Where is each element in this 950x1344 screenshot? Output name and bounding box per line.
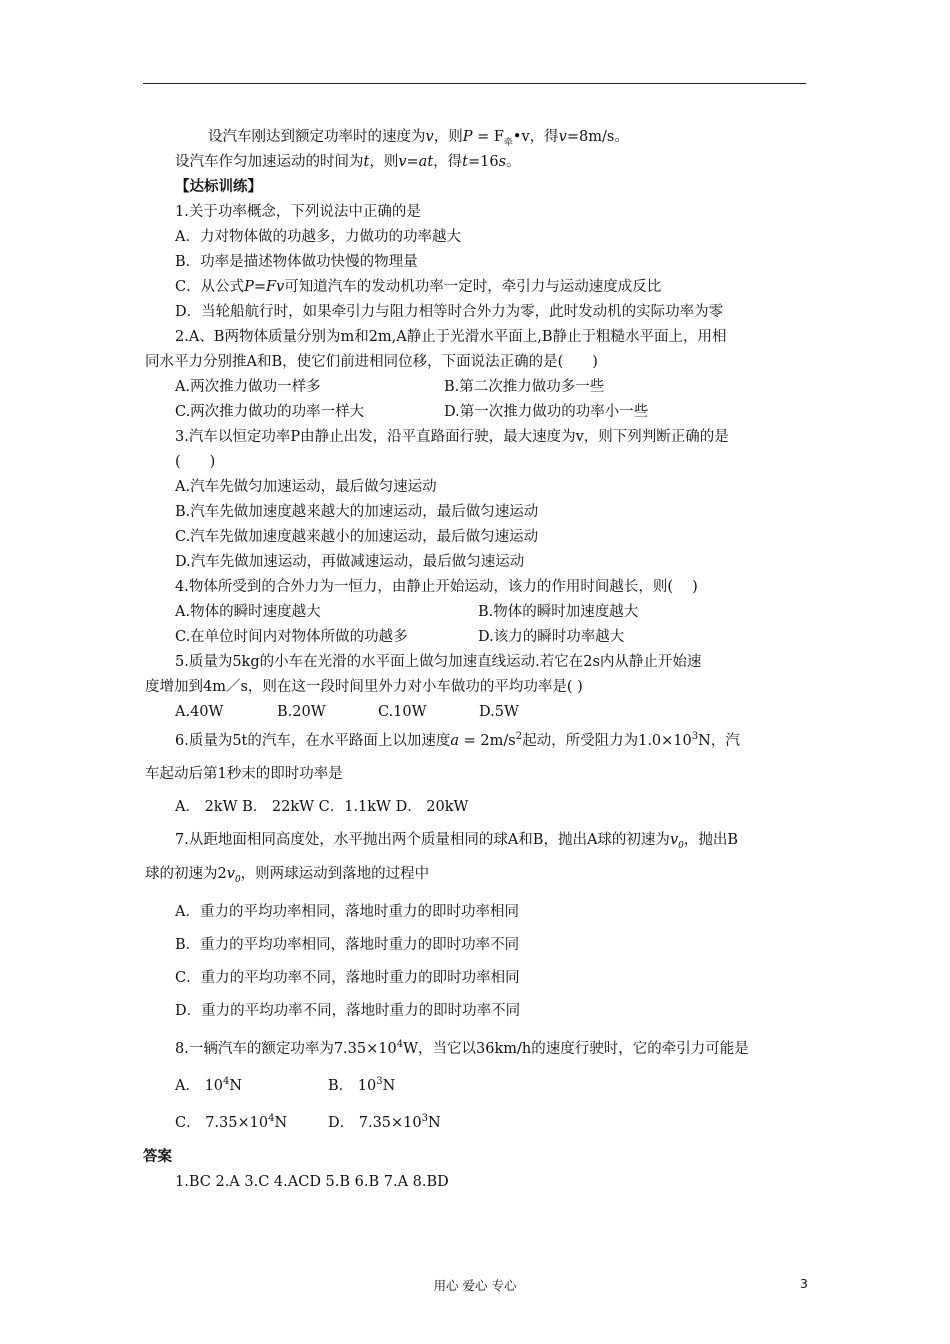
q1-stem: 1.关于功率概念，下列说法中正确的是 [175,204,421,220]
q4-option-d: D.该力的瞬时功率越大 [478,629,625,645]
q7-option-a: A．重力的平均功率相同，落地时重力的即时功率相同 [175,904,519,920]
text: =16 [467,154,499,170]
text: 可知道汽车的发动机功率一定时，牵引力与运动速度成反比 [284,279,662,295]
q8-stem [175,1039,749,1059]
q1-option-c [175,277,661,297]
page-number: 3 [800,1276,808,1291]
var-t: t [462,154,468,170]
q3-option-b: B.汽车先做加速度越来越大的加速运动，最后做匀速运动 [175,504,539,520]
text: N，汽 [698,733,740,749]
q7-option-c: C．重力的平均功率不同，落地时重力的即时功率相同 [175,970,520,986]
q4-option-b: B.物体的瞬时加速度越大 [478,604,639,620]
q7-option-b: B．重力的平均功率相同，落地时重力的即时功率不同 [175,937,520,953]
superscript: 3 [421,1113,428,1124]
q5-stem-1: 5.质量为5kg的小车在光滑的水平面上做匀加速直线运动.若它在2s内从静止开始速 [175,654,702,670]
q3-option-d: D.汽车先做加速运动，再做减速运动，最后做匀速运动 [175,554,525,570]
pre-line-1 [208,127,629,147]
q7-option-d: D．重力的平均功率不同，落地时重力的即时功率不同 [175,1003,521,1019]
text: = 2m/s [459,733,516,749]
text: ，则两球运动到落地的过程中 [240,866,430,882]
text: 起动，所受阻力为1.0×10 [522,733,692,749]
pre-line-2 [175,152,521,172]
q4-option-a: A.物体的瞬时速度越大 [175,604,321,620]
section-title: 【达标训练】 [175,179,262,195]
q2-stem-2: 同水平力分别推A和B，使它们前进相同位移，下面说法正确的是( ) [145,354,598,370]
text: ，则 [369,154,399,170]
q5-option-c: C.10W [378,704,427,720]
text: 。 [506,154,521,170]
q2-option-d: D.第一次推力做功的功率小一些 [444,404,649,420]
q2-stem-1: 2.A、B两物体质量分别为m和2m,A静止于光滑水平面上,B静止于粗糙水平面上，用相 [175,329,727,345]
answers-title: 答案 [143,1149,172,1165]
q1-option-b: B．功率是描述物体做功快慢的物理量 [175,254,418,270]
q2-option-b: B.第二次推力做功多一些 [444,379,605,395]
q8-option-d [328,1113,441,1133]
var-t: t [363,154,370,170]
var-v: v [558,129,567,145]
text: ，得 [433,154,463,170]
text: W，当它以36km/h的速度行驶时，它的牵引力可能是 [403,1041,749,1057]
q5-stem-2: 度增加到4m／s，则在这一段时间里外力对小车做功的平均功率是( ) [145,679,583,695]
header-rule [143,83,806,84]
var-v: v [226,866,235,882]
q6-stem-2: 车起动后第1秒末的即时功率是 [145,766,343,782]
text: C． 7.35×10 [175,1115,269,1131]
formula: P=Fv [244,279,285,295]
q7-stem-2 [145,864,429,884]
q8-option-c [175,1113,287,1133]
text: 设汽车作匀加速运动的时间为 [175,154,364,170]
q3-stem-2: ( ) [175,454,216,470]
q6-stem-1 [175,731,740,751]
superscript: 4 [396,1039,404,1050]
text: D． 7.35×10 [328,1115,422,1131]
subscript: 0 [678,840,684,851]
superscript: 2 [515,731,523,742]
superscript: 4 [223,1076,230,1087]
text: 8.一辆汽车的额定功率为7.35×10 [175,1041,397,1057]
text: N [428,1115,441,1131]
subscript: 0 [234,874,241,885]
q5-option-a: A.40W [175,704,224,720]
superscript: 4 [268,1113,275,1124]
q3-option-c: C.汽车先做加速度越来越小的加速运动，最后做匀速运动 [175,529,539,545]
text: 球的初速为2 [145,866,227,882]
text: •v，得 [512,129,559,145]
q3-stem-1: 3.汽车以恒定功率P由静止出发，沿平直路面行驶，最大速度为v，则下列判断正确的是 [175,429,729,445]
q2-option-a: A.两次推力做功一样多 [175,379,321,395]
text: 7.从距地面相同高度处，水平抛出两个质量相同的球A和B，抛出A球的初速为 [175,832,670,848]
q6-options: A． 2kW B． 22kW C．1.1kW D． 20kW [175,799,469,815]
q8-option-a [175,1076,242,1096]
unit-s: s [498,154,507,170]
q3-option-a: A.汽车先做匀加速运动，最后做匀速运动 [175,479,437,495]
q8-option-b [328,1076,395,1096]
subscript: 牵 [503,137,513,148]
text: B． 10 [328,1078,377,1094]
text: C．从公式 [175,279,245,295]
text: 设汽车刚达到额定功率时的速度为 [208,129,426,145]
q1-option-a: A．力对物体做的功越多，力做功的功率越大 [175,229,461,245]
q4-stem: 4.物体所受到的合外力为一恒力，由静止开始运动，该力的作用时间越长，则( ) [175,579,698,595]
equation: v=at [398,154,434,170]
superscript: 3 [691,731,699,742]
text: N [382,1078,396,1094]
text: ，抛出B [683,832,739,848]
superscript: 3 [376,1076,383,1087]
q5-option-b: B.20W [277,704,326,720]
text: 6.质量为5t的汽车，在水平路面上以加速度 [175,733,451,749]
text: N [229,1078,243,1094]
answers-text: 1.BC 2.A 3.C 4.ACD 5.B 6.B 7.A 8.BD [175,1174,449,1190]
var-P: P [462,129,473,145]
q4-option-c: C.在单位时间内对物体所做的功越多 [175,629,408,645]
text: =8m/s。 [566,129,629,145]
var-a: a [450,733,460,749]
var-v: v [425,129,434,145]
q2-option-c: C.两次推力做功的功率一样大 [175,404,365,420]
text: N [274,1115,288,1131]
q1-option-d: D．当轮船航行时，如果牵引力与阻力相等时合外力为零，此时发动机的实际功率为零 [175,304,724,320]
q7-stem-1 [175,830,738,850]
footer-text: 用心 爱心 专心 [433,1278,517,1293]
var-v: v [669,832,679,848]
text: = F [472,129,504,145]
text: A． 10 [175,1078,224,1094]
q5-option-d: D.5W [479,704,519,720]
text: ，则 [433,129,463,145]
